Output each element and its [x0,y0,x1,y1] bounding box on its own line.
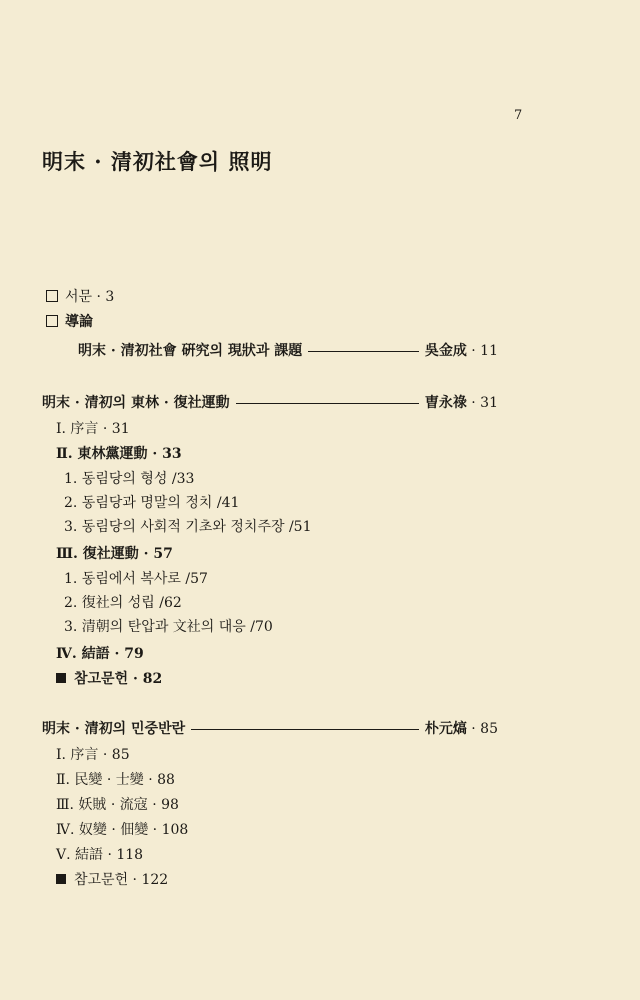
leader-line [236,403,419,404]
filled-square-icon [56,673,66,683]
toc-subitem: 1. 동림에서 복사로 /57 [64,571,208,587]
toc-intro [46,313,93,331]
preface-label: 서문 · 3 [65,289,115,305]
toc-subitem: 3. 清朝의 탄압과 文社의 대응 /70 [64,619,273,635]
toc-subitem: 2. 동림당과 명말의 정치 /41 [64,495,240,511]
intro-author: 吳金成 [424,343,467,359]
chapter-title: 明末 · 清初의 東林 · 復社運動 [42,395,230,411]
toc-item: Ⅲ. 妖賊 · 流寇 · 98 [56,797,179,813]
hollow-square-icon [46,315,58,327]
toc-subitem: 3. 동림당의 사회적 기초와 정치주장 /51 [64,519,312,535]
chapter-author: 朴元熇 [424,721,467,737]
toc-intro-entry [78,342,498,360]
toc-references [56,670,162,688]
references-label: 참고문헌 · 82 [74,671,163,687]
hollow-square-icon [46,290,58,302]
chapter-page: · 31 [471,395,498,411]
toc-item: Ⅲ. 復社運動 · 57 [56,546,173,562]
filled-square-icon [56,874,66,884]
chapter-author: 曺永祿 [424,395,467,411]
toc-preface [46,288,114,306]
toc-item: Ⅳ. 奴變 · 佃變 · 108 [56,822,189,838]
intro-page: · 11 [471,343,498,359]
toc-references [56,871,168,889]
toc-item: Ⅰ. 序言 · 31 [56,421,130,437]
references-label: 참고문헌 · 122 [74,872,169,888]
chapter-heading [42,720,498,738]
toc-subitem: 1. 동림당의 형성 /33 [64,471,195,487]
intro-title: 明末 · 清初社會 硏究의 現狀과 課題 [78,343,303,359]
book-title: 明末 · 清初社會의 照明 [42,149,273,174]
chapter-page: · 85 [471,721,498,737]
intro-label: 導論 [65,314,93,330]
toc-item: Ⅱ. 東林黨運動 · 33 [56,446,182,462]
leader-line [308,351,419,352]
chapter-heading [42,394,498,412]
toc-item: Ⅰ. 序言 · 85 [56,747,130,763]
chapter-title: 明末 · 清初의 민중반란 [42,721,186,737]
page-number: 7 [514,108,523,123]
toc-subitem: 2. 復社의 성립 /62 [64,595,182,611]
leader-line [191,729,419,730]
toc-item: Ⅱ. 民變 · 士變 · 88 [56,772,175,788]
toc-item: Ⅴ. 結語 · 118 [56,847,144,863]
toc-item: Ⅳ. 結語 · 79 [56,646,144,662]
